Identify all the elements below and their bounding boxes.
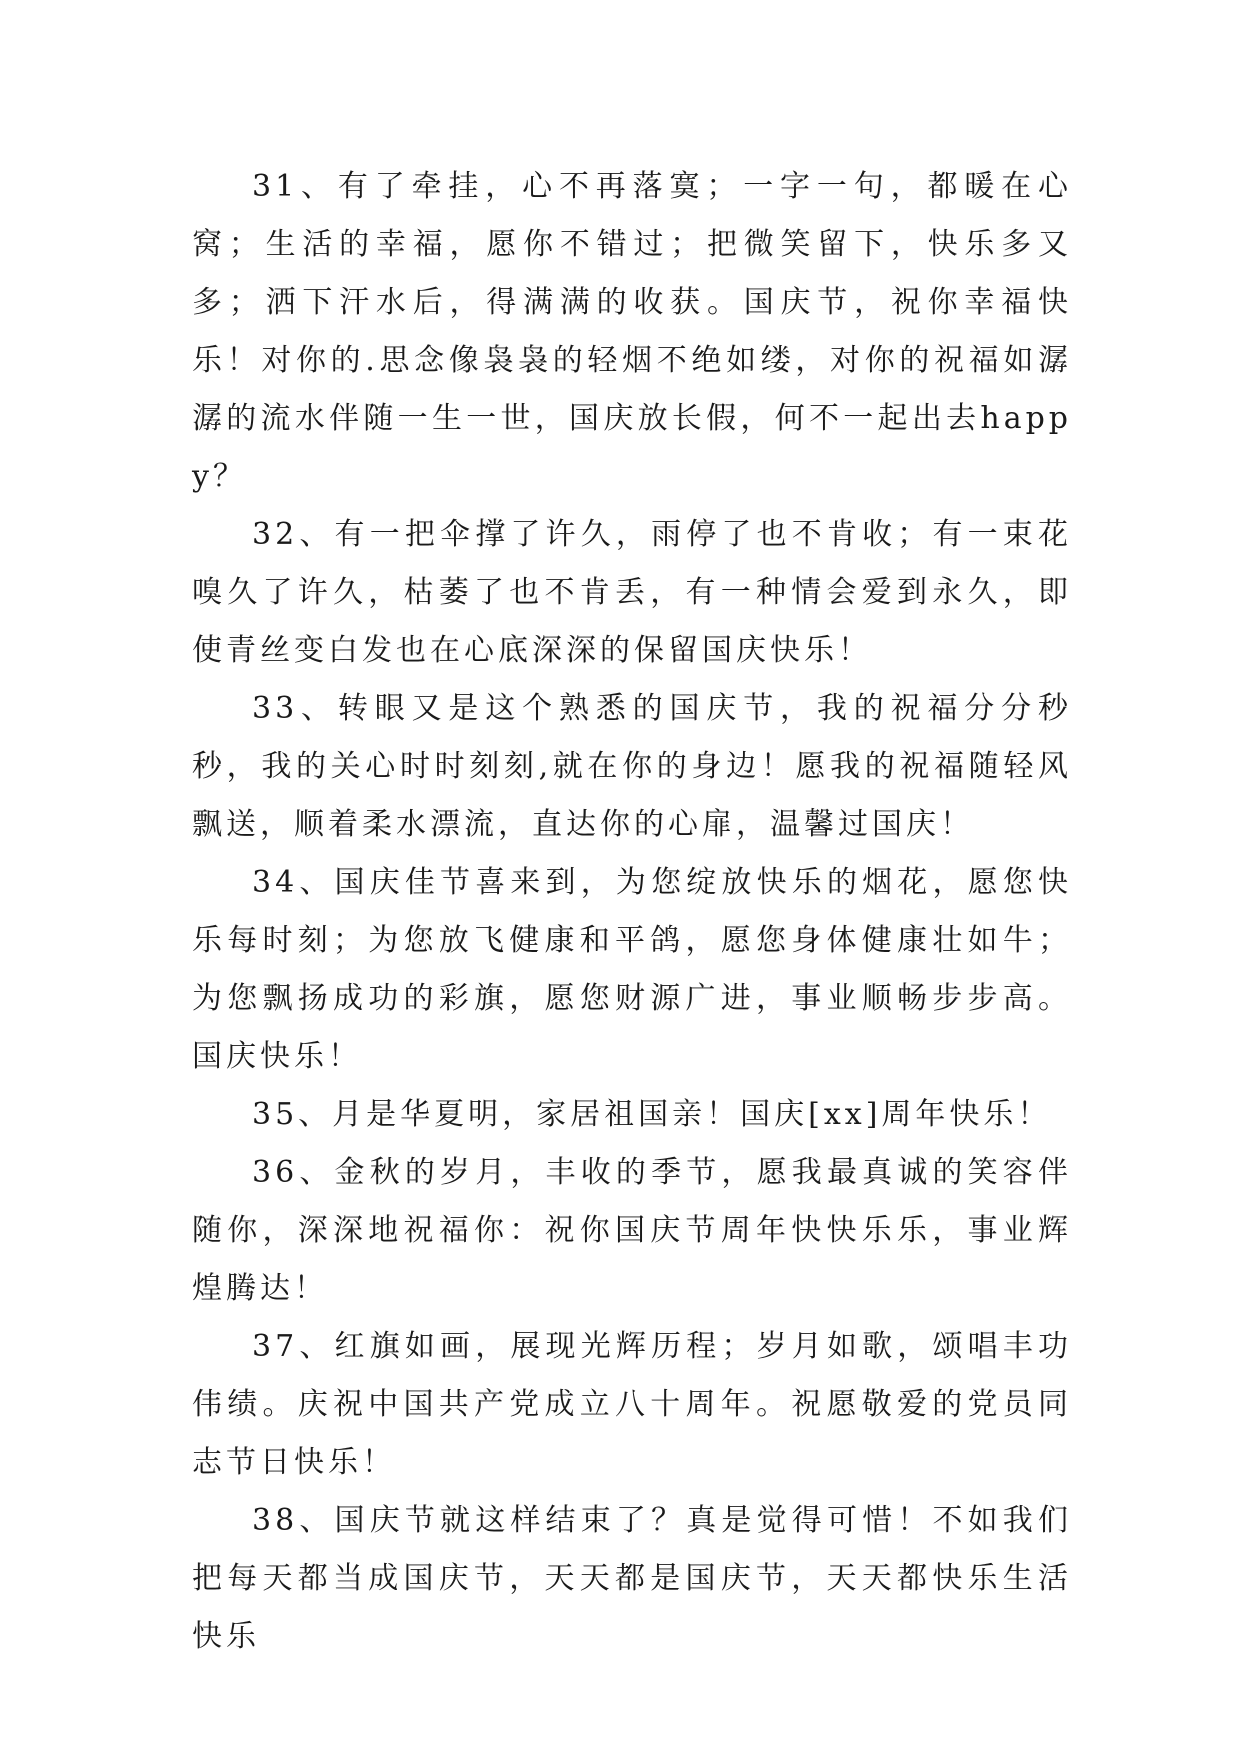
paragraph-34: 34、国庆佳节喜来到，为您绽放快乐的烟花，愿您快乐每时刻；为您放飞健康和平鸽，愿您身体健康壮如牛；为您飘扬成功的彩旗，愿您财源广进，事业顺畅步步高。国庆快乐！	[192, 865, 1072, 1074]
paragraph-35: 35、月是华夏明，家居祖国亲！国庆[xx]周年快乐！	[252, 1097, 1052, 1132]
paragraph-36: 36、金秋的岁月，丰收的季节，愿我最真诚的笑容伴随你，深深地祝福你：祝你国庆节周年快快乐乐，事业辉煌腾达！	[192, 1155, 1072, 1306]
paragraph-37: 37、红旗如画，展现光辉历程；岁月如歌，颂唱丰功伟绩。庆祝中国共产党成立八十周年。祝愿敬爱的党员同志节日快乐！	[192, 1329, 1072, 1480]
document-page	[192, 158, 1072, 1666]
paragraph-32: 32、有一把伞撑了许久，雨停了也不肯收；有一束花嗅久了许久，枯萎了也不肯丢，有一种情会爱到永久，即使青丝变白发也在心底深深的保留国庆快乐！	[192, 517, 1072, 668]
paragraph-31: 31、有了牵挂，心不再落寞；一字一句，都暖在心窝；生活的幸福，愿你不错过；把微笑留下，快乐多又多；洒下汗水后，得满满的收获。国庆节，祝你幸福快乐！对你的.思念像袅袅的轻烟不绝如缕，对你的祝福如潺潺的流水伴随一生一世，国庆放长假，何不一起出去happy？	[192, 169, 1072, 494]
paragraph-33: 33、转眼又是这个熟悉的国庆节，我的祝福分分秒秒，我的关心时时刻刻,就在你的身边！愿我的祝福随轻风飘送，顺着柔水漂流，直达你的心扉，温馨过国庆！	[192, 691, 1072, 842]
paragraph-38: 38、国庆节就这样结束了？真是觉得可惜！不如我们把每天都当成国庆节，天天都是国庆节，天天都快乐生活快乐	[192, 1503, 1072, 1654]
